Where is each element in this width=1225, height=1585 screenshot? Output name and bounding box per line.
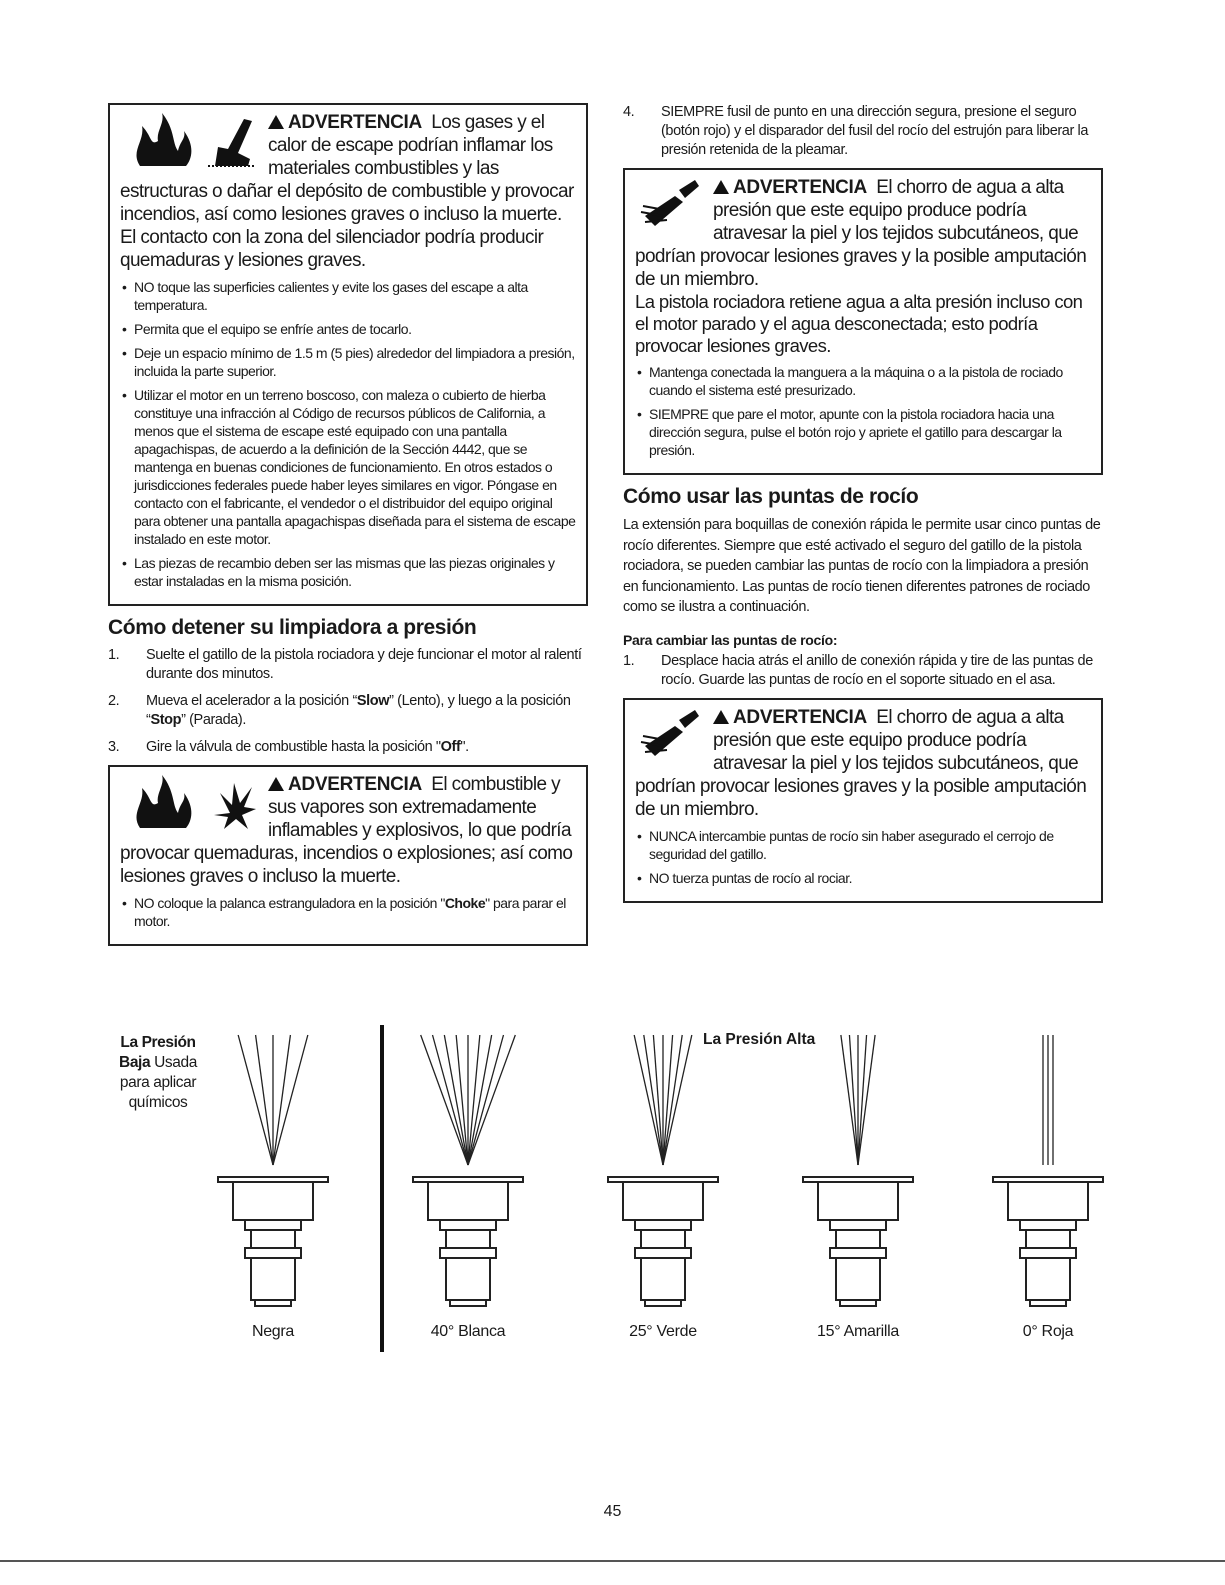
bottom-rule — [0, 1560, 1225, 1562]
nozzle-body-part — [830, 1220, 886, 1230]
step-emphasis: Slow — [356, 693, 390, 709]
left-column — [108, 103, 588, 956]
warning-label: ADVERTENCIA — [288, 774, 422, 795]
warning-message: Los gases y el calor de escape podrían inflamar los materiales combustibles y las estructuras o dañar el depósito de combustible y provocar incendios, así como lesiones graves o incluso la muerte. El contacto con la zona del silenciador podría producir quemaduras y lesiones graves. — [120, 112, 574, 271]
nozzle-body-part — [440, 1220, 496, 1230]
figure-divider — [380, 1025, 384, 1352]
warning-triangle-icon — [713, 710, 729, 724]
step-text: Desplace hacia atrás el anillo de conexión rápida y tire de las puntas de rocío. Guarde las puntas de rocío en el soporte situado en el asa. — [661, 652, 1093, 688]
nozzle-body-part — [836, 1258, 880, 1300]
nozzle-body-part — [245, 1248, 301, 1258]
nozzle-body-part — [428, 1182, 508, 1220]
nozzle-drawing — [213, 1025, 333, 1325]
nozzle-body-part — [255, 1300, 291, 1306]
change-step-1 — [623, 652, 1103, 690]
step-text: Gire la válvula de combustible hasta la posición " — [146, 739, 441, 755]
warning-label: ADVERTENCIA — [288, 112, 422, 133]
step-emphasis: Stop — [150, 712, 182, 728]
warning-bullet: • Las piezas de recambio deben ser las mismas que las piezas originales y estar instaladas en la misma posición. — [120, 554, 576, 590]
change-steps — [623, 652, 1103, 690]
nozzle-drawing — [988, 1025, 1108, 1325]
warning-label: ADVERTENCIA — [733, 177, 867, 198]
spray-line — [444, 1035, 468, 1165]
spray-line — [663, 1035, 682, 1165]
nozzle-body-part — [1020, 1248, 1076, 1258]
stop-step-3 — [108, 738, 588, 757]
low-pressure-description: Usada para aplicar químicos — [119, 1054, 197, 1111]
stop-step-1 — [108, 646, 588, 684]
warning-triangle-icon — [713, 180, 729, 194]
nozzle-body-part — [1020, 1220, 1076, 1230]
spray-line — [644, 1035, 663, 1165]
spray-nozzle — [213, 1025, 333, 1335]
nozzle-body-part — [635, 1248, 691, 1258]
nozzle-body-part — [1008, 1182, 1088, 1220]
nozzle-body-part — [450, 1300, 486, 1306]
warning-box-high-pressure — [623, 168, 1103, 475]
nozzle-label: 40° Blanca — [430, 1323, 506, 1340]
stop-step-2 — [108, 692, 588, 730]
nozzle-body-part — [1030, 1300, 1066, 1306]
low-pressure-label — [108, 1033, 208, 1113]
warning-bullet: • NUNCA intercambie puntas de rocío sin haber asegurado el cerrojo de seguridad del gatillo. — [635, 827, 1091, 863]
warning-triangle-icon — [268, 115, 284, 129]
spray-line — [858, 1035, 867, 1165]
step-text: Suelte el gatillo de la pistola rociadora y deje funcionar el motor al ralentí durante dos minutos. — [146, 647, 582, 682]
warning-bullet: • Permita que el equipo se enfríe antes de tocarlo. — [120, 320, 576, 338]
spray-tips-figure — [108, 1025, 1108, 1365]
warning-message: El combustible y sus vapores son extremadamente inflamables y explosivos, lo que podría provocar quemaduras, incendios o explosiones; así como lesiones graves o incluso la muerte. — [120, 774, 573, 887]
warning-box-fuel — [108, 765, 588, 946]
fire-hand-icon — [120, 111, 260, 167]
spray-line — [858, 1035, 875, 1165]
warning-bullets — [120, 894, 576, 930]
stop-steps — [108, 646, 588, 757]
warning-bullet: • Mantenga conectada la manguera a la máquina o a la pistola de rociado cuando el sistema esté presurizado. — [635, 363, 1091, 399]
spray-line — [421, 1035, 468, 1165]
warning-box-tips — [623, 698, 1103, 903]
nozzle-body-part — [446, 1258, 490, 1300]
warning-bullet — [120, 894, 576, 930]
nozzle-body-part — [836, 1230, 880, 1248]
warning-bullets — [120, 278, 576, 590]
step-number: 4. — [623, 104, 635, 120]
nozzle-body-part — [1026, 1258, 1070, 1300]
nozzle-body-part — [641, 1230, 685, 1248]
nozzle-body-part — [818, 1182, 898, 1220]
spray-nozzle — [988, 1025, 1108, 1335]
nozzle-body-part — [1026, 1230, 1070, 1248]
nozzle-body-part — [840, 1300, 876, 1306]
nozzle-drawing — [798, 1025, 918, 1325]
tips-section-title: Cómo usar las puntas de rocío — [623, 485, 919, 508]
spray-line — [256, 1035, 273, 1165]
bullet-text: NO coloque la palanca estranguladora en la posición " — [134, 895, 445, 911]
warning-detail: La pistola rociadora retiene agua a alta presión incluso con el motor parado y el agua desconectada; esto podría provocar lesiones graves. — [635, 291, 1083, 356]
spray-line — [849, 1035, 858, 1165]
change-tips-title: Para cambiar las puntas de rocío: — [623, 631, 838, 648]
nozzle-label: Negra — [251, 1323, 295, 1340]
nozzle-body-part — [440, 1248, 496, 1258]
warning-triangle-icon — [268, 777, 284, 791]
nozzle-body-part — [645, 1300, 681, 1306]
high-pressure-label: La Presión Alta — [703, 1031, 816, 1048]
nozzle-drawing — [603, 1025, 723, 1325]
nozzle-label: 25° Verde — [629, 1323, 697, 1340]
page-number: 45 — [603, 1503, 622, 1520]
spray-line — [273, 1035, 308, 1165]
spray-line — [468, 1035, 515, 1165]
bullet-text: " para parar el motor. — [134, 895, 566, 929]
nozzle-drawing — [408, 1025, 528, 1325]
spray-line — [238, 1035, 273, 1165]
warning-bullet: • Utilizar el motor en un terreno boscoso, con maleza o cubierto de hierba constituye una infracción al Código de recursos públicos de California, a menos que el sistema de escape esté equipado con una pantalla apagachispas, de acuerdo a la definición de la Sección 4442, que se mantenga en buenas condiciones de funcionamiento. En otros estados o jurisdicciones federales puede haber leyes similares en vigor. Póngase en contacto con el fabricante, el vendedor o el distribuidor del equipo original para obtener una pantalla apagachispas diseñada para el sistema de escape instalado en este motor. — [120, 386, 576, 548]
nozzle-body-part — [251, 1258, 295, 1300]
injection-hazard-icon — [635, 706, 705, 762]
nozzle-body-part — [641, 1258, 685, 1300]
warning-bullets — [635, 363, 1091, 459]
step-number: 3. — [108, 739, 120, 755]
nozzle-body-part — [623, 1182, 703, 1220]
nozzle-body-part — [251, 1230, 295, 1248]
nozzle-body-part — [635, 1220, 691, 1230]
warning-bullet: • Deje un espacio mínimo de 1.5 m (5 pies) alrededor del limpiadora a presión, incluida la parte superior. — [120, 344, 576, 380]
warning-bullet: • NO tuerza puntas de rocío al rociar. — [635, 869, 1091, 887]
spray-line — [468, 1035, 492, 1165]
step-number: 1. — [623, 652, 635, 669]
step-text: ” (Parada). — [181, 712, 246, 728]
stop-section-title: Cómo detener su limpiadora a presión — [108, 616, 477, 639]
spray-nozzle — [603, 1025, 723, 1335]
warning-bullets — [635, 827, 1091, 887]
warning-bullet: • SIEMPRE que pare el motor, apunte con la pistola rociadora hacia una dirección segura, pulse el botón rojo y apriete el gatillo para descargar la presión. — [635, 405, 1091, 459]
step-text: SIEMPRE fusil de punto en una dirección segura, presione el seguro (botón rojo) y el disparador del fusil del rocío del estrujón para liberar la presión retenida de la pleamar. — [661, 104, 1088, 158]
step-text: ". — [460, 739, 469, 755]
warning-label: ADVERTENCIA — [733, 706, 867, 728]
spray-line — [273, 1035, 290, 1165]
spray-nozzle — [798, 1025, 918, 1335]
nozzle-body-part — [233, 1182, 313, 1220]
step-number: 1. — [108, 647, 120, 663]
fire-explosion-icon — [120, 773, 260, 829]
nozzle-body-part — [830, 1248, 886, 1258]
bullet-emphasis: Choke — [444, 895, 486, 911]
step-number: 2. — [108, 693, 120, 709]
spray-line — [841, 1035, 858, 1165]
right-column — [623, 103, 1103, 913]
nozzle-label: 15° Amarilla — [817, 1323, 899, 1340]
step-text: Mueva el acelerador a la posición “ — [146, 693, 357, 709]
warning-box-exhaust — [108, 103, 588, 606]
release-step-4 — [623, 103, 1103, 160]
release-steps — [623, 103, 1103, 160]
warning-message: El chorro de agua a alta presión que este equipo produce podría atravesar la piel y los tejidos subcutáneos, que podrían provocar lesiones graves y la posible amputación de un miembro. — [635, 706, 1087, 820]
warning-bullet: • NO toque las superficies calientes y evite los gases del escape a alta temperatura. — [120, 278, 576, 314]
tips-body: La extensión para boquillas de conexión rápida le permite usar cinco puntas de rocío diferentes. Siempre que esté activado el seguro del gatillo de la pistola rociadora, se pueden cambiar las puntas de rocío con la limpiadora a presión en funcionamiento. Las puntas de rocío tienen diferentes patrones de rociado como se ilustra a continuación. — [623, 517, 1101, 615]
step-emphasis: Off — [440, 739, 461, 755]
nozzle-label: 0° Roja — [1022, 1323, 1074, 1340]
warning-message: El chorro de agua a alta presión que este equipo produce podría atravesar la piel y los tejidos subcutáneos, que podrían provocar lesiones graves y la posible amputación de un miembro. — [635, 177, 1087, 290]
nozzle-body-part — [446, 1230, 490, 1248]
injection-hazard-icon — [635, 176, 705, 232]
step-text: ” (Lento), y luego a la posición “ — [146, 693, 571, 728]
low-pressure-title: La Presión Baja — [119, 1034, 196, 1071]
spray-nozzle — [408, 1025, 528, 1335]
nozzle-body-part — [245, 1220, 301, 1230]
